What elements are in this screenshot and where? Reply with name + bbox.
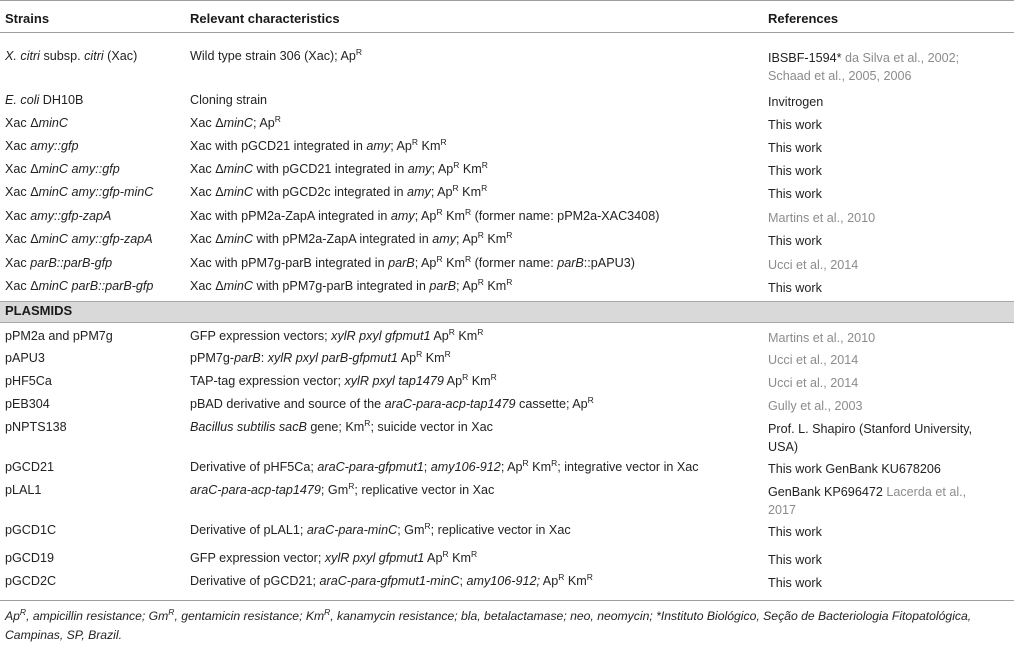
plasmid-row-characteristics: Derivative of pGCD21; araC-para-gfpmut1-minC; amy106-912; $Ap^R$ $Km^R$ — [190, 572, 593, 588]
table-bottom-rule — [0, 600, 1014, 601]
plasmid-row-name: pHF5Ca — [5, 374, 52, 388]
strain-row-name: Xac ΔminC amy::gfp-zapA — [5, 232, 153, 246]
plasmid-row-reference: This work — [768, 553, 822, 567]
strain-row-reference: This work — [768, 164, 822, 178]
strain-row-name: Xac parB::parB-gfp — [5, 256, 113, 270]
strain-row-reference: Martins et al., 2010 — [768, 211, 876, 225]
strain-row-characteristics: Wild type strain 306 (Xac); $Ap^R$ — [190, 47, 363, 63]
plasmid-row-name: pNPTS138 — [5, 420, 67, 434]
plasmid-row-name: pAPU3 — [5, 351, 45, 365]
plasmid-row-characteristics: TAP-tag expression vector; xylR pxyl tap1479 $Ap^R$ $Km^R$ — [190, 372, 497, 388]
strain-row-characteristics: Xac ΔminC; $Ap^R$ — [190, 114, 281, 130]
footnote-line: $Ap^R$, ampicillin resistance; $Gm^R$, gentamicin resistance; $Km^R$, kanamycin resistance; bla, betalactamase; neo, neomycin; *Instituto Biológico, Seção de Bacteriologia Fitopatológica, — [5, 607, 972, 623]
strain-row-characteristics: Xac with pGCD21 integrated in amy; $Ap^R$ $Km^R$ — [190, 137, 447, 153]
strain-row-characteristics: Xac ΔminC with pGCD2c integrated in amy; $Ap^R$ $Km^R$ — [190, 183, 488, 199]
plasmid-row-characteristics: araC-para-acp-tap1479; $Gm^R$; replicative vector in Xac — [190, 481, 495, 497]
strain-row-reference: Invitrogen — [768, 95, 824, 109]
plasmid-row-characteristics: Bacillus subtilis sacB gene; $Km^R$; suicide vector in Xac — [190, 418, 493, 434]
strain-row-reference: This work — [768, 187, 822, 201]
header-relevant-characteristics: Relevant characteristics — [190, 11, 340, 26]
strain-row-name: Xac ΔminC — [5, 116, 69, 130]
plasmid-row-name: pGCD21 — [5, 460, 54, 474]
plasmid-row-reference: Gully et al., 2003 — [768, 399, 863, 413]
strain-row-characteristics: Xac ΔminC with pGCD21 integrated in amy; $Ap^R$ $Km^R$ — [190, 160, 488, 176]
strain-row-name: X. citri subsp. citri (Xac) — [5, 49, 138, 63]
header-rule — [0, 32, 1014, 33]
plasmid-row-reference: Martins et al., 2010 — [768, 331, 876, 345]
header-references: References — [768, 11, 839, 26]
footnote-line: Campinas, SP, Brazil. — [5, 628, 122, 642]
strain-row-reference: This work — [768, 234, 822, 248]
table-top-rule — [0, 0, 1014, 1]
strain-row-reference: This work — [768, 118, 822, 132]
header-strains: Strains — [5, 11, 50, 26]
plasmid-row-reference: This work — [768, 576, 822, 590]
plasmids-section-band — [0, 301, 1014, 323]
plasmid-row-reference: This work GenBank KU678206 — [768, 462, 941, 476]
plasmid-row-characteristics: Derivative of pLAL1; araC-para-minC; $Gm^R$; replicative vector in Xac — [190, 521, 571, 537]
plasmid-row-name: pLAL1 — [5, 483, 42, 497]
plasmid-row-reference: This work — [768, 525, 822, 539]
strain-row-reference: Ucci et al., 2014 — [768, 258, 859, 272]
strain-row-name: Xac amy::gfp-zapA — [5, 209, 112, 223]
plasmid-row-name: pEB304 — [5, 397, 50, 411]
plasmid-row-characteristics: GFP expression vector; xylR pxyl gfpmut1 $Ap^R$ $Km^R$ — [190, 549, 478, 565]
strain-row-characteristics: Xac with pPM2a-ZapA integrated in amy; $Ap^R$ $Km^R$ (former name: pPM2a-XAC3408) — [190, 207, 660, 223]
strain-row-characteristics: Cloning strain — [190, 93, 268, 107]
strain-row-name: Xac amy::gfp — [5, 139, 79, 153]
strain-row-reference: This work — [768, 141, 822, 155]
plasmid-row-name: pPM2a and pPM7g — [5, 329, 113, 343]
plasmid-row-name: pGCD2C — [5, 574, 57, 588]
plasmid-row-reference: GenBank KP696472 Lacerda et al., 2017 — [768, 485, 967, 517]
strain-row-characteristics: Xac ΔminC with pPM7g-parB integrated in parB; $Ap^R$ $Km^R$ — [190, 277, 513, 293]
plasmids-section-label: PLASMIDS — [5, 303, 73, 318]
strain-row-reference: This work — [768, 281, 822, 295]
strain-row-characteristics: Xac ΔminC with pPM2a-ZapA integrated in amy; $Ap^R$ $Km^R$ — [190, 230, 513, 246]
plasmid-row-characteristics: GFP expression vectors; xylR pxyl gfpmut1 $Ap^R$ $Km^R$ — [190, 327, 484, 343]
plasmid-row-name: pGCD1C — [5, 523, 57, 537]
plasmid-row-name: pGCD19 — [5, 551, 54, 565]
strain-row-name: E. coli DH10B — [5, 93, 84, 107]
strain-row-characteristics: Xac with pPM7g-parB integrated in parB; $Ap^R$ $Km^R$ (former name: parB::pAPU3) — [190, 254, 635, 270]
plasmid-row-reference: Ucci et al., 2014 — [768, 376, 859, 390]
plasmid-row-reference: Prof. L. Shapiro (Stanford University, USA) — [768, 422, 973, 454]
plasmid-row-characteristics: Derivative of pHF5Ca; araC-para-gfpmut1; amy106-912; $Ap^R$ $Km^R$; integrative vector in Xac — [190, 458, 699, 474]
plasmid-row-reference: Ucci et al., 2014 — [768, 353, 859, 367]
plasmid-row-characteristics: pPM7g-parB: xylR pxyl parB-gfpmut1 $Ap^R$ $Km^R$ — [190, 349, 451, 365]
strain-row-name: Xac ΔminC amy::gfp — [5, 162, 120, 176]
table-footnote — [5, 607, 1005, 645]
strain-row-name: Xac ΔminC parB::parB-gfp — [5, 279, 154, 293]
plasmid-row-characteristics: pBAD derivative and source of the araC-para-acp-tap1479 cassette; $Ap^R$ — [190, 395, 594, 411]
strain-row-name: Xac ΔminC amy::gfp-minC — [5, 185, 154, 199]
strain-row-reference: IBSBF-1594* da Silva et al., 2002; Schaad et al., 2005, 2006 — [768, 51, 960, 83]
